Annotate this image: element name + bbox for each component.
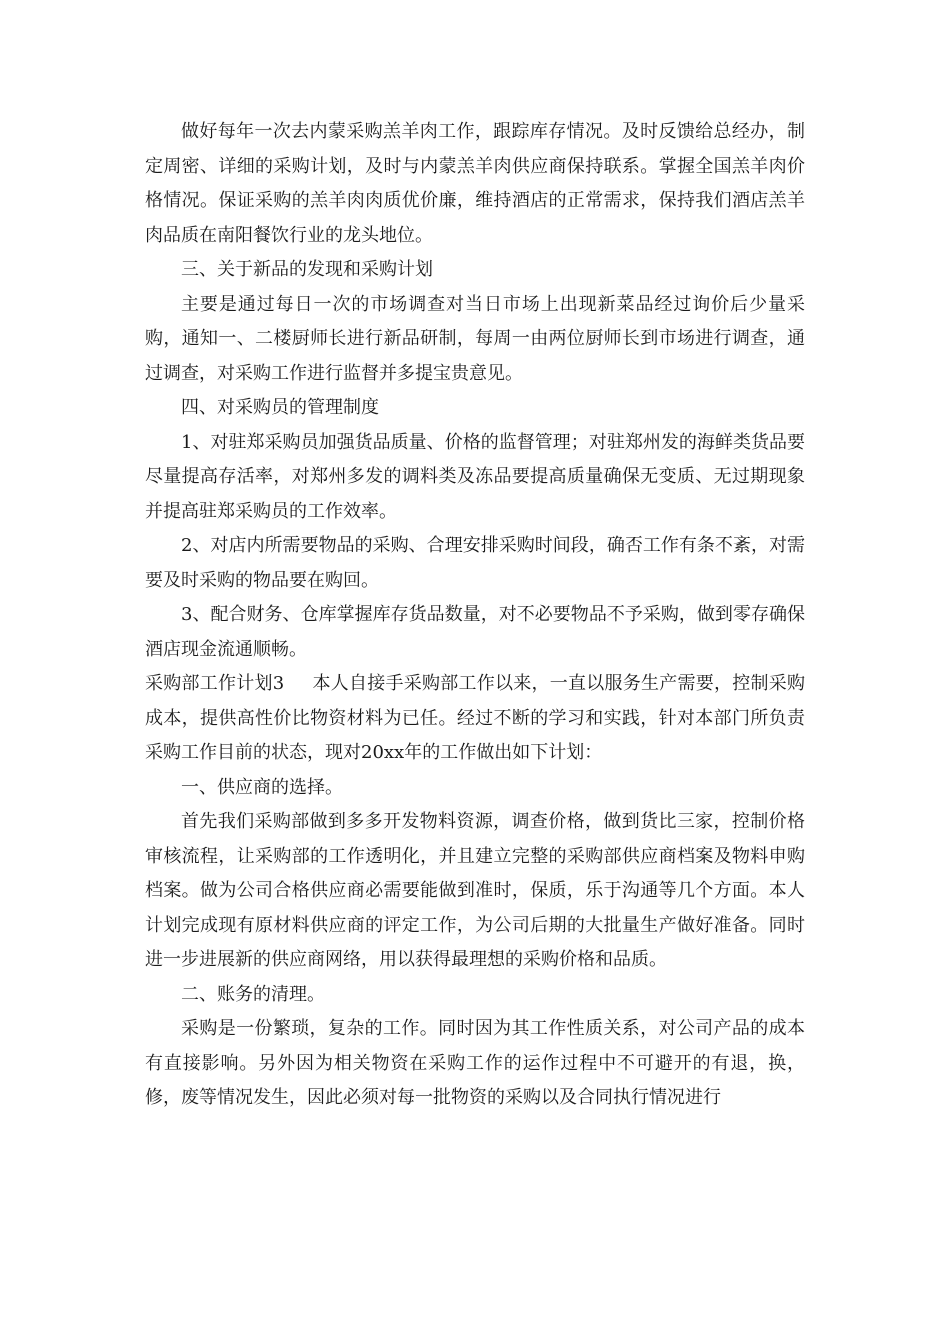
paragraph-item-3: 3、配合财务、仓库掌握库存货品数量，对不必要物品不予采购，做到零存确保酒店现金流通顺畅。 [145,604,805,660]
paragraph-accounts: 采购是一份繁琐，复杂的工作。同时因为其工作性质关系，对公司产品的成本有直接影响。另外因为相关物资在采购工作的运作过程中不可避开的有退，换，修，废等情况发生，因此必须对每一批物资的采购以及合同执行情况进行 [145,1018,805,1108]
paragraph-supplier-selection: 首先我们采购部做到多多开发物料资源，调查价格，做到货比三家，控制价格审核流程，让采购部的工作透明化，并且建立完整的采购部供应商档案及物料申购档案。做为公司合格供应商必需要能做到准时，保质，乐于沟通等几个方面。本人计划完成现有原材料供应商的评定工作，为公司后期的大批量生产做好准备。同时进一步进展新的供应商网络，用以获得最理想的采购价格和品质。 [145,811,805,970]
paragraph-plan-3 [145,667,805,771]
plan-3-intro: 本人自接手采购部工作以来，一直以服务生产需要，控制采购成本，提供高性价比物资材料为已任。经过不断的学习和实践，针对本部门所负责采购工作目前的状态，现对20xx年的工作做出如下计划： [145,673,806,763]
paragraph-item-2: 2、对店内所需要物品的采购、合理安排采购时间段，确否工作有条不紊，对需要及时采购的物品要在购回。 [145,535,805,591]
paragraph-market-survey: 主要是通过每日一次的市场调查对当日市场上出现新菜品经过询价后少量采购，通知一、二楼厨师长进行新品研制，每周一由两位厨师长到市场进行调查，通过调查，对采购工作进行监督并多提宝贵意见。 [145,293,805,384]
section-heading-supplier-selection: 一、供应商的选择。 [181,776,343,798]
section-heading-buyer-management: 四、对采购员的管理制度 [181,397,379,418]
section-heading-new-products: 三、关于新品的发现和采购计划 [181,259,433,280]
paragraph-lamb-procurement: 做好每年一次去内蒙采购羔羊肉工作，跟踪库存情况。及时反馈给总经办，制定周密、详细的采购计划，及时与内蒙羔羊肉供应商保持联系。掌握全国羔羊肉价格情况。保证采购的羔羊肉肉质优价廉，维持酒店的正常需求，保持我们酒店羔羊肉品质在南阳餐饮行业的龙头地位。 [145,121,805,246]
document-page [145,115,805,1116]
plan-3-heading: 采购部工作计划3 [145,673,285,694]
section-heading-accounts: 二、账务的清理。 [181,983,325,1005]
paragraph-item-1: 1、对驻郑采购员加强货品质量、价格的监督管理；对驻郑州发的海鲜类货品要尽量提高存活率，对郑州多发的调料类及冻品要提高质量确保无变质、无过期现象并提高驻郑采购员的工作效率。 [145,431,805,522]
